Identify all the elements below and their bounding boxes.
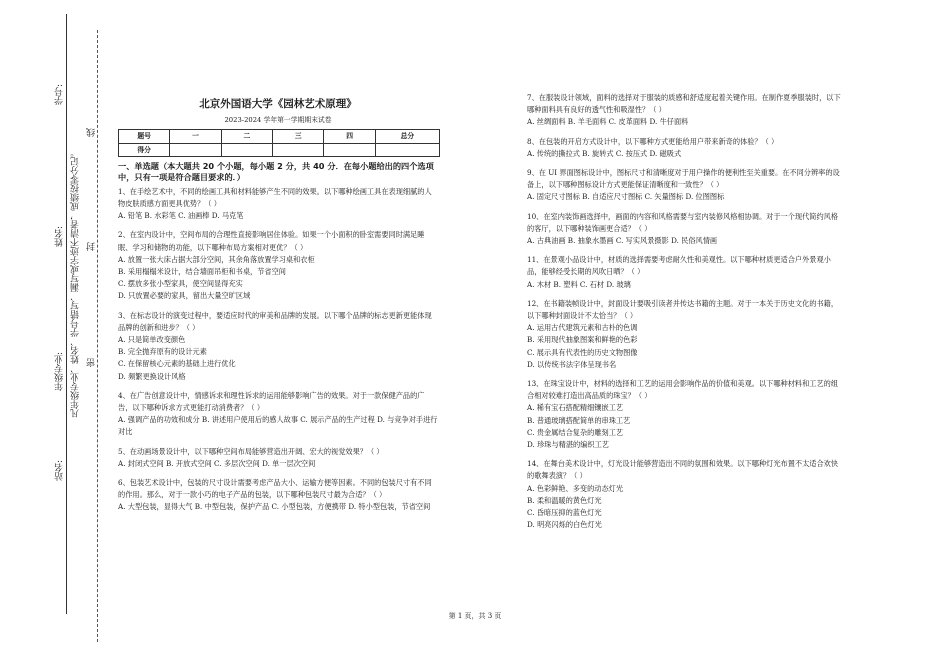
question-option: C. 在保留核心元素的基础上进行优化 <box>118 359 236 369</box>
question-option: A. 放置一张大床占据大部分空间，其余角落放置学习桌和衣柜 <box>118 254 315 264</box>
question-option: A. 传统的撕拉式 B. 旋转式 C. 按压式 D. 磁吸式 <box>527 148 682 158</box>
left-column <box>118 92 438 521</box>
question-stem: 13、在珠宝设计中，材料的选择和工艺的运用会影响作品的价值和美观。以下哪种材料和工艺的组合相对较难打造出高品质的珠宝？（ ） <box>527 379 839 401</box>
margin-student-id-label: 学号: <box>55 84 65 106</box>
question-stem: 7、在服装设计领域，面料的选择对于服装的质感和舒适度起着关键作用。在制作夏季服装时，以下哪种面料具有良好的透气性和吸湿性？（ ） <box>527 93 841 115</box>
question-stem: 6、包装艺术设计中，包装的尺寸设计需要考虑产品大小、运输方便等因素。不同的包装尺寸有不同的作用。那么，对于一款小巧的电子产品的包装，以下哪种包装尺寸最为合适？（ ） <box>118 478 432 500</box>
question-stem: 10、在室内装饰画选择中，画面的内容和风格需要与室内装修风格相协调。对于一个现代简约风格的客厅，以下哪种装饰画更合适？（ ） <box>527 211 839 233</box>
seal-xian-char: 线 <box>87 128 97 137</box>
question-option: C. 贵金属结合复杂的雕刻工艺 <box>527 427 624 437</box>
score-input-cell[interactable] <box>273 143 324 156</box>
question-stem: 9、在 UI 界面图标设计中，图标尺寸和清晰度对于用户操作的便利性至关重要。在不同分辨率的设备上，以下哪种图标设计方式更能保证清晰度和一致性？（ ） <box>527 168 840 190</box>
question-option: A. 封闭式空间 B. 开放式空间 C. 多层次空间 D. 单一层次空间 <box>118 458 316 468</box>
question-13 <box>527 378 845 451</box>
score-table-header-row <box>119 130 440 143</box>
question-option: B. 采用现代抽象图案和鲜艳的色彩 <box>527 335 638 345</box>
score-cell: 一 <box>170 130 221 143</box>
question-stem: 12、在书籍装帧设计中，封面设计要吸引读者并传达书籍的主题。对于一本关于历史文化的书籍，以下哪种封面设计不太恰当？（ ） <box>527 298 839 321</box>
margin-name-label: 姓名: <box>55 226 65 248</box>
question-7 <box>527 92 845 129</box>
right-column <box>527 92 845 539</box>
score-table <box>118 129 440 156</box>
question-option: A. 运用古代建筑元素和古朴的色调 <box>527 323 638 333</box>
question-stem: 14、在舞台美术设计中，灯光设计能够营造出不同的氛围和效果。以下哪种灯光布置不太适合欢快的歌舞表演？（ ） <box>527 459 839 481</box>
question-option: A. 强调产品的功效和成分 B. 讲述用户使用后的感人故事 C. 展示产品的生产过程 D. 与竞争对手进行对比 <box>118 415 438 437</box>
margin-warning-text: 凡年级专业、姓名、学号错写、漏写或字迹不清者，成绩按零分记。 <box>71 148 81 418</box>
question-option: D. 只放置必要的家具，留出大量空旷区域 <box>118 291 251 301</box>
question-option: A. 铅笔 B. 水彩笔 C. 油画棒 D. 马克笔 <box>118 211 244 221</box>
question-stem: 4、在广告创意设计中，情感诉求和理性诉求的运用能够影响广告的效果。对于一款保健产品的广告，以下哪种诉求方式更能打动消费者？（ ） <box>118 390 425 413</box>
question-option: A. 色彩鲜艳、多变的动态灯光 <box>527 483 624 493</box>
question-6 <box>118 477 438 514</box>
question-5 <box>118 446 438 470</box>
question-option: B. 柔和温暖的黄色灯光 <box>527 495 602 505</box>
question-stem: 5、在动画场景设计中，以下哪种空间布局能够营造出开阔、宏大的视觉效果？（ ） <box>118 446 384 456</box>
question-14 <box>527 458 845 531</box>
question-option: A. 木材 B. 塑料 C. 石材 D. 玻璃 <box>527 279 631 289</box>
question-option: A. 丝绸面料 B. 羊毛面料 C. 皮革面料 D. 牛仔面料 <box>527 117 689 127</box>
question-option: C. 昏暗压抑的蓝色灯光 <box>527 508 602 518</box>
question-12 <box>527 298 845 371</box>
score-input-cell[interactable] <box>221 143 272 156</box>
question-option: D. 以传统书法字体呈现书名 <box>527 359 617 369</box>
question-2 <box>118 229 438 302</box>
question-9 <box>527 167 845 204</box>
score-cell: 二 <box>221 130 272 143</box>
score-input-cell[interactable] <box>170 143 221 156</box>
question-option: B. 完全抛弃原有的设计元素 <box>118 347 207 357</box>
question-option: B. 采用榻榻米设计，结合墙面吊柜和书桌，节省空间 <box>118 267 286 277</box>
score-input-cell[interactable] <box>324 143 375 156</box>
question-stem: 11、在景观小品设计中，材质的选择需要考虑耐久性和美观性。以下哪种材质更适合户外景观小品，能够经受长期的风吹日晒？（ ） <box>527 255 831 277</box>
question-option: A. 只是简单改变颜色 <box>118 335 186 345</box>
question-8 <box>527 136 845 160</box>
score-cell: 三 <box>273 130 324 143</box>
question-stem: 3、在标志设计的演变过程中，要适应时代的审美和品牌的发展。以下哪个品牌的标志更新更能体现品牌的创新和进步？（ ） <box>118 310 432 332</box>
question-stem: 8、在包装的开启方式设计中，以下哪种方式更能给用户带来新奇的体验？（ ） <box>527 136 779 146</box>
question-option: D. 珍珠与精湛的编织工艺 <box>527 440 609 450</box>
binding-line <box>97 30 98 642</box>
question-10 <box>527 211 845 248</box>
score-cell: 得分 <box>119 143 170 156</box>
question-option: B. 普通玻璃搭配简单的串珠工艺 <box>527 415 631 425</box>
question-4 <box>118 390 438 439</box>
question-1 <box>118 186 438 223</box>
question-stem: 1、在手绘艺术中，不同的绘画工具和材料能够产生不同的效果。以下哪种绘画工具在表现细腻的人物皮肤质感方面更具优势？（ ） <box>118 186 432 209</box>
question-option: D. 频繁更换设计风格 <box>118 371 186 381</box>
margin-grade-major-label: 年级专业: <box>55 352 65 392</box>
question-3 <box>118 310 438 383</box>
score-cell: 四 <box>324 130 375 143</box>
question-option: A. 古典油画 B. 抽象水墨画 C. 写实风景摄影 D. 民俗风情画 <box>527 236 718 246</box>
score-cell: 总分 <box>375 130 439 143</box>
exam-title: 北京外国语大学《园林艺术原理》 <box>199 98 357 110</box>
question-stem: 2、在室内设计中，空间布局的合理性直接影响居住体验。如果一个小面积的卧室需要同时满足睡眠、学习和储物的功能，以下哪种布局方案相对更优？（ ） <box>118 230 425 252</box>
question-option: A. 固定尺寸图标 B. 自适应尺寸图标 C. 矢量图标 D. 位图图标 <box>527 192 725 202</box>
score-cell: 题号 <box>119 130 170 143</box>
seal-mi-char: 密 <box>87 358 97 367</box>
question-option: C. 展示具有代表性的历史文物图像 <box>527 347 638 357</box>
question-11 <box>527 254 845 291</box>
score-table-score-row <box>119 143 440 156</box>
exam-subtitle: 2023-2024 学年第一学期期末试卷 <box>224 116 332 125</box>
question-option: A. 大型包装，显得大气 B. 中型包装，保护产品 C. 小型包装，方便携带 D. 特小型包装，节省空间 <box>118 502 431 512</box>
section-heading: 一、单选题（本大题共 20 个小题，每小题 2 分，共 40 分．在每小题给出的四个选项中，只有一项是符合题目要求的．） <box>118 160 434 183</box>
margin-site-label: 站名: <box>55 460 65 482</box>
question-option: A. 稀有宝石搭配精细镶嵌工艺 <box>527 403 624 413</box>
question-option: D. 明亮闪烁的白色灯光 <box>527 520 602 530</box>
seal-feng-char: 封 <box>87 242 97 251</box>
score-input-cell[interactable] <box>375 143 439 156</box>
margin-underline <box>66 14 67 614</box>
question-option: C. 摆放多张小型家具，使空间显得充实 <box>118 279 243 289</box>
page-footer: 第 1 页，共 3 页 <box>448 612 502 620</box>
